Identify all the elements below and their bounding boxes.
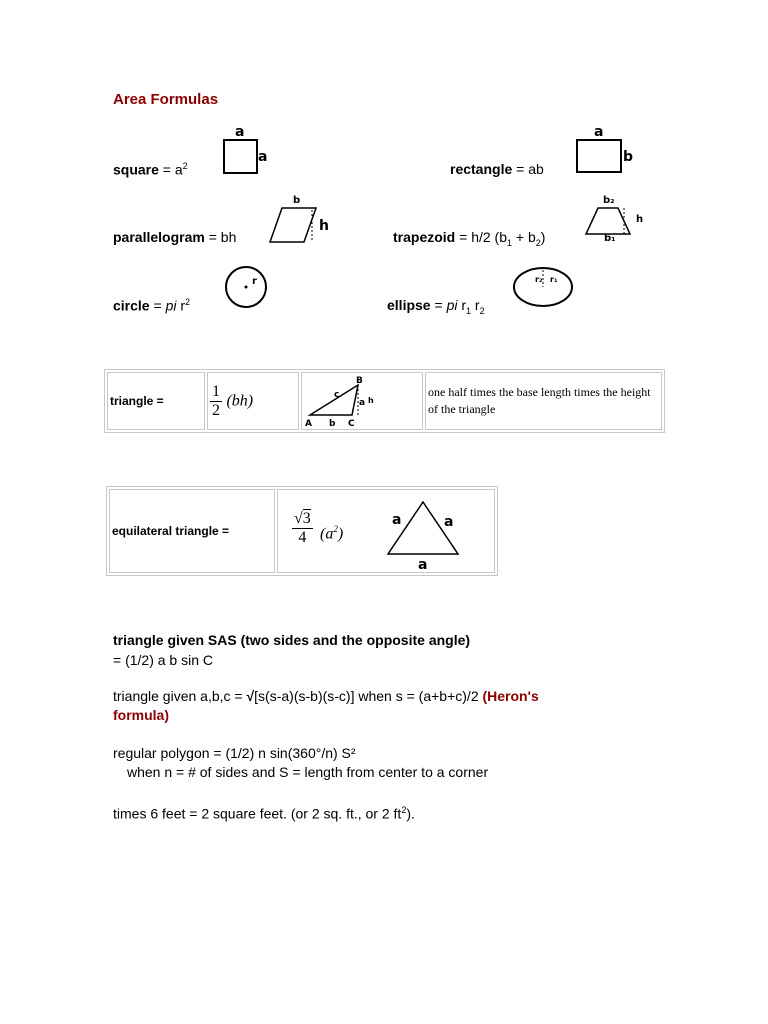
- triangle-figure-cell: [301, 372, 423, 430]
- area-example-text: times 6 feet = 2 square feet. (or 2 sq. ft., or 2 $ft^2$).: [113, 805, 415, 822]
- triangle-side-b: b: [329, 419, 336, 429]
- triangle-formula-cell: [207, 372, 299, 430]
- equilateral-table: [106, 486, 498, 576]
- circle-center-dot: [245, 286, 248, 289]
- polygon-line-1: regular polygon = (1/2) n sin(360°/n) S²: [113, 745, 356, 761]
- heron-line-2: formula): [113, 707, 169, 723]
- heron-line-1: triangle given a,b,c = √[s(s-a)(s-b)(s-c)] when s = (a+b+c)/2 (Heron's: [113, 688, 539, 704]
- ellipse-name: ellipse: [387, 297, 431, 313]
- polygon-line-2: when n = # of sides and S = length from center to a corner: [127, 764, 489, 780]
- rectangle-label-side: b: [623, 149, 634, 165]
- circle-label: r: [252, 276, 257, 287]
- square-shape: [224, 140, 257, 173]
- triangle-expr: (bh): [226, 392, 254, 410]
- triangle-label-cell: [107, 372, 205, 430]
- square-name: square: [113, 161, 159, 178]
- ellipse-formula: ellipse = pi $r_1$ $r_2$: [387, 297, 485, 316]
- equilateral-label-left: a: [392, 512, 402, 528]
- triangle-description: one half times the base length times the height of the triangle: [428, 385, 651, 416]
- parallelogram-name: parallelogram: [113, 229, 205, 245]
- heron-name: (Heron's: [482, 688, 539, 704]
- ellipse-label-r2: r₂: [535, 275, 543, 284]
- trapezoid-label-top: b₂: [603, 195, 615, 206]
- equilateral-label-bottom: a: [418, 557, 428, 573]
- square-label-side: a: [258, 149, 268, 165]
- equilateral-label-cell: [109, 489, 275, 573]
- sas-heading: triangle given SAS (two sides and the opposite angle): [113, 632, 471, 648]
- parallelogram-label-top: b: [293, 195, 301, 206]
- square-label-top: a: [235, 124, 245, 140]
- trapezoid-name: trapezoid: [393, 229, 456, 245]
- triangle-vertex-C: C: [348, 419, 355, 429]
- ellipse-label-r1: r₁: [550, 275, 558, 284]
- sas-formula: = (1/2) a b sin C: [113, 652, 213, 668]
- page-title: Area Formulas: [113, 91, 219, 108]
- parallelogram-figure: [268, 206, 324, 246]
- equilateral-label: equilateral triangle =: [112, 524, 230, 538]
- equilateral-figure-cell: [277, 489, 495, 573]
- parallelogram-formula: parallelogram = bh: [113, 229, 237, 245]
- square-formula: square = $a^2$: [113, 161, 188, 178]
- triangle-vertex-A: A: [305, 419, 312, 429]
- triangle-height-h: h: [368, 396, 374, 405]
- circle-formula: circle = pi $r^2$: [113, 297, 191, 314]
- rectangle-name: rectangle: [450, 161, 513, 177]
- triangle-table: [104, 369, 665, 433]
- equilateral-label-right: a: [444, 514, 454, 530]
- triangle-label: triangle =: [110, 394, 164, 408]
- triangle-side-a: a: [359, 398, 366, 408]
- circle-figure: [224, 265, 270, 311]
- rectangle-label-top: a: [594, 124, 604, 140]
- trapezoid-shape: [586, 208, 630, 234]
- triangle-figure: [302, 373, 422, 429]
- triangle-vertex-B: B: [356, 376, 363, 386]
- rectangle-formula: rectangle = ab: [450, 161, 544, 177]
- equilateral-fraction: $\frac{√3}{4}$: [294, 510, 311, 546]
- radical-icon: √: [246, 688, 255, 704]
- trapezoid-label-side: h: [636, 214, 644, 225]
- triangle-fraction: $\frac{1}{2}$: [212, 382, 220, 419]
- triangle-description-cell: [425, 372, 662, 430]
- rectangle-shape: [577, 140, 621, 172]
- trapezoid-formula: trapezoid = h/2 $(b_1 + b_2)$: [393, 229, 546, 248]
- ellipse-figure: [512, 266, 576, 310]
- triangle-side-c: c: [334, 390, 340, 400]
- parallelogram-shape: [270, 208, 316, 242]
- circle-name: circle: [113, 297, 150, 314]
- parallelogram-label-side: h: [319, 218, 329, 234]
- equilateral-expr: $(a^2)$: [320, 524, 344, 543]
- trapezoid-label-bottom: b₁: [604, 233, 616, 244]
